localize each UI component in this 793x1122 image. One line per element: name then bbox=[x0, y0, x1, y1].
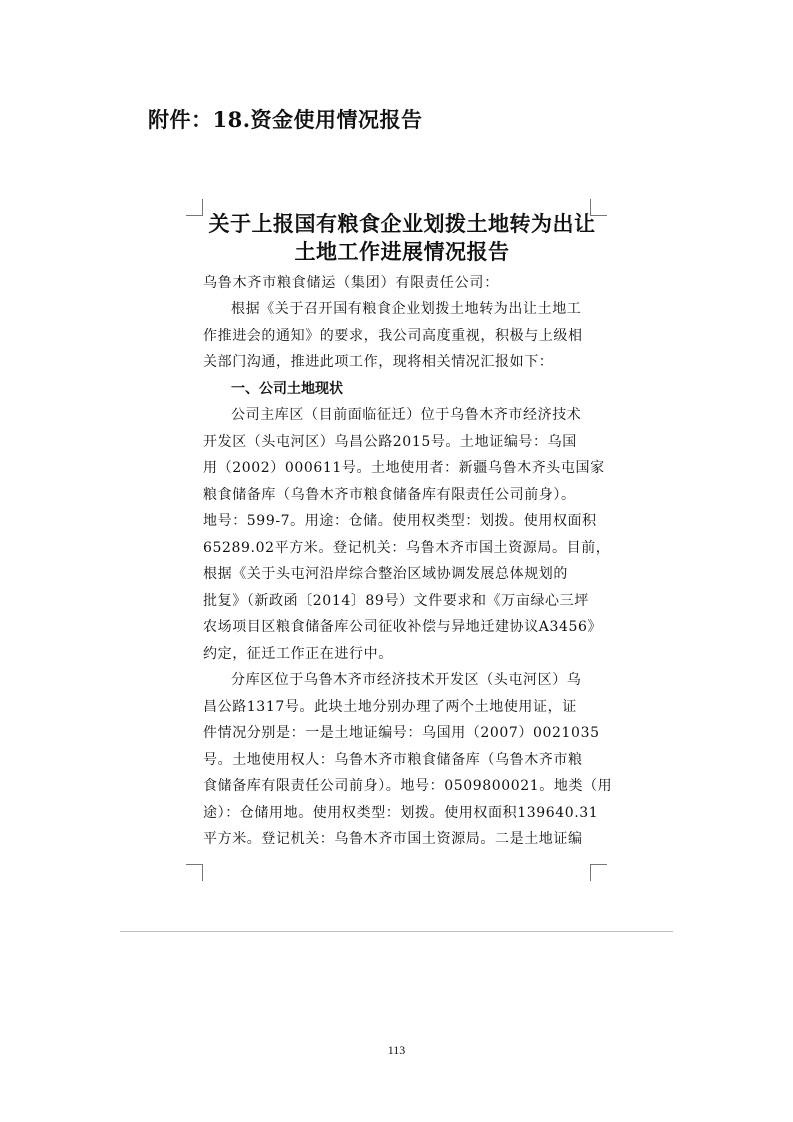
text-line: 号。土地使用权人：乌鲁木齐市粮食储备库（乌鲁木齐市粮 bbox=[203, 751, 583, 768]
text-line: 地号：599-7。用途：仓储。使用权类型：划拨。使用权面积 bbox=[203, 513, 597, 529]
text-line: 批复》（新政函〔2014〕89号）文件要求和《万亩绿心三坪 bbox=[203, 592, 589, 609]
text-line: 开发区（头屯河区）乌昌公路2015号。土地证编号：乌国 bbox=[203, 433, 577, 450]
salutation: 乌鲁木齐市粮食储运（集团）有限责任公司： bbox=[203, 275, 499, 291]
embedded-report bbox=[203, 210, 613, 853]
intro-paragraph bbox=[203, 296, 601, 376]
text-line: 作推进会的通知》的要求，我公司高度重视，积极与上级相 bbox=[203, 327, 583, 344]
page-number: 113 bbox=[387, 1043, 406, 1057]
text-line: 食储备库有限责任公司前身）。地号：0509800021。地类（用 bbox=[203, 778, 613, 794]
attachment-title: 附件：18.资金使用情况报告 bbox=[148, 107, 423, 132]
text-line: 农场项目区粮食储备库公司征收补偿与异地迁建协议A3456》 bbox=[203, 619, 603, 635]
crop-mark-bottom-left bbox=[186, 864, 203, 881]
report-title-line: 关于上报国有粮食企业划拨土地转为出让 bbox=[208, 211, 596, 236]
crop-mark-bottom-right bbox=[590, 864, 607, 881]
text-line: 65289.02平方米。登记机关：乌鲁木齐市国土资源局。目前， bbox=[203, 539, 611, 556]
section-heading: 一、公司土地现状 bbox=[231, 380, 343, 397]
text-line: 件情况分别是：一是土地证编号：乌国用（2007）0021035 bbox=[203, 725, 600, 741]
text-line: 公司主库区（目前面临征迁）位于乌鲁木齐市经济技术 bbox=[231, 407, 582, 423]
main-depot-paragraph bbox=[203, 402, 611, 667]
text-line: 根据《关于召开国有粮食企业划拨土地转为出让土地工 bbox=[231, 301, 582, 317]
report-title-line: 土地工作进展情况报告 bbox=[294, 239, 510, 264]
text-line: 根据《关于头屯河沿岸综合整治区域协调发展总体规划的 bbox=[203, 566, 568, 582]
text-line: 约定，征迁工作正在进行中。 bbox=[203, 645, 393, 662]
report-title bbox=[203, 210, 601, 266]
text-line: 分库区位于乌鲁木齐市经济技术开发区（头屯河区）乌 bbox=[231, 672, 582, 688]
text-line: 昌公路1317号。此块土地分别办理了两个土地使用证，证 bbox=[203, 698, 577, 715]
text-line: 途）：仓储用地。使用权类型：划拨。使用权面积139640.31 bbox=[203, 804, 599, 821]
page-divider bbox=[120, 931, 673, 932]
text-line: 用（2002）000611号。土地使用者：新疆乌鲁木齐头屯国家 bbox=[203, 460, 605, 476]
text-line: 关部门沟通，推进此项工作，现将相关情况汇报如下： bbox=[203, 354, 554, 370]
text-line: 粮食储备库（乌鲁木齐市粮食储备库有限责任公司前身）。 bbox=[203, 486, 576, 503]
branch-depot-paragraph bbox=[203, 667, 613, 853]
crop-mark-top-left bbox=[186, 199, 203, 216]
text-line: 平方米。登记机关：乌鲁木齐市国土资源局。二是土地证编 bbox=[203, 831, 583, 847]
